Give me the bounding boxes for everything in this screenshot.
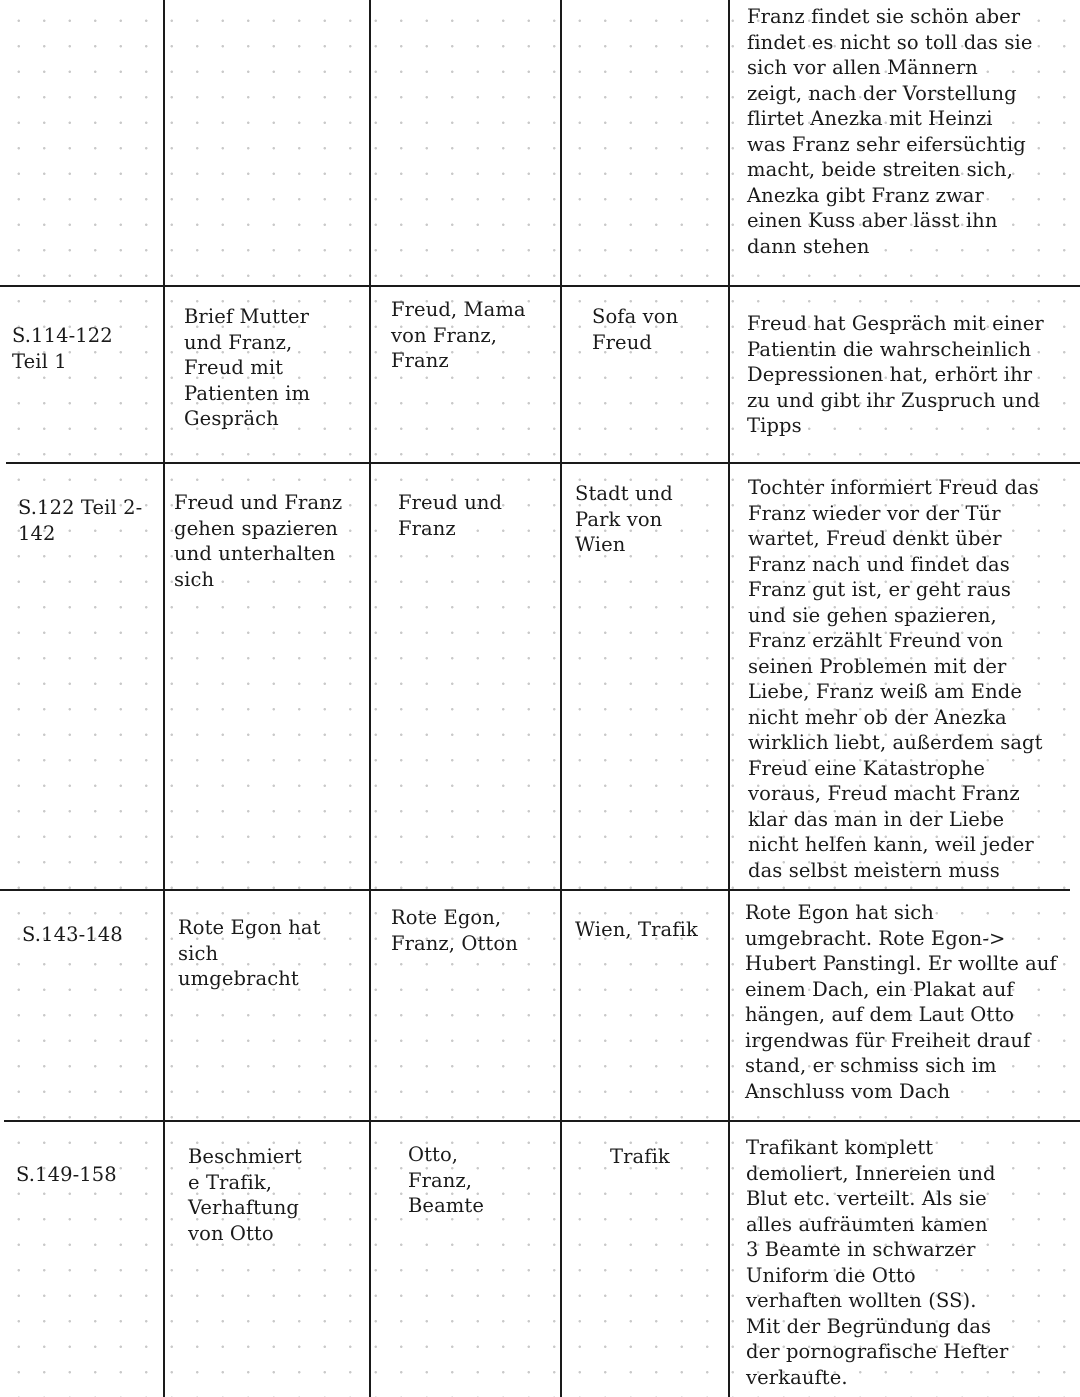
table-row-4-characters: Rote Egon, Franz, Otton (391, 906, 518, 955)
table-row-5-event: Beschmiert e Trafik, Verhaftung von Otto (188, 1145, 302, 1245)
row-divider-4 (4, 1120, 1080, 1122)
table-row-3-characters: Freud und Franz (398, 491, 503, 540)
column-divider-4 (728, 0, 730, 1397)
table-row-4-summary: Rote Egon hat sich umgebracht. Rote Egon-> Hubert Panstingl. Er wollte auf einem Dach, ein Plakat auf hängen, auf dem Laut Otto irgendwas für Freiheit drauf stand, er schmiss sich im Anschluss vom Dach (745, 901, 1057, 1103)
table-row-5-location: Trafik (610, 1145, 670, 1168)
table-row-3-page: S.122 Teil 2- 142 (18, 496, 143, 545)
table-row-5-characters: Otto, Franz, Beamte (408, 1143, 484, 1217)
table-row-2-location: Sofa von Freud (592, 305, 679, 354)
table-row-2-characters: Freud, Mama von Franz, Franz (391, 298, 526, 372)
table-row-3-location: Stadt und Park von Wien (575, 482, 673, 556)
table-row-3-summary: Tochter informiert Freud das Franz wieder vor der Tür wartet, Freud denkt über Franz nach und findet das Franz gut ist, er geht raus und sie gehen spazieren, Franz erzählt Freund von seinen Problemen mit der Liebe, Franz weiß am Ende nicht mehr ob der Anezka wirklich liebt, außerdem sagt Freud eine Katastrophe voraus, Freud macht Franz klar das man in der Liebe nicht helfen kann, weil jeder das selbst meistern muss (748, 476, 1043, 882)
table-row-2-page: S.114-122 Teil 1 (12, 324, 113, 373)
column-divider-1 (163, 0, 165, 1397)
table-row-4-location: Wien, Trafik (575, 918, 698, 941)
table-row-5-summary: Trafikant komplett demoliert, Innereien und Blut etc. verteilt. Als sie alles aufräumten kamen 3 Beamte in schwarzer Uniform die Otto verhaften wollten (SS). Mit der Begründung das der pornografische Hefter verkaufte. (746, 1136, 1009, 1389)
table-row-4-page: S.143-148 (22, 923, 123, 946)
column-divider-2 (369, 0, 371, 1397)
column-divider-3 (560, 0, 562, 1397)
row-divider-3 (0, 889, 1070, 891)
table-row-3-event: Freud und Franz gehen spazieren und unterhalten sich (174, 491, 343, 591)
table-row-1-summary: Franz findet sie schön aber findet es nicht so toll das sie sich vor allen Männern zeigt, nach der Vorstellung flirtet Anezka mit Heinzi was Franz sehr eifersüchtig macht, beide streiten sich, Anezka gibt Franz zwar einen Kuss aber lässt ihn dann stehen (747, 5, 1033, 258)
table-row-2-event: Brief Mutter und Franz, Freud mit Patienten im Gespräch (184, 305, 311, 430)
row-divider-2 (6, 462, 1080, 464)
table-row-5-page: S.149-158 (16, 1163, 117, 1186)
row-divider-1 (0, 285, 1080, 287)
table-row-2-summary: Freud hat Gespräch mit einer Patientin die wahrscheinlich Depressionen hat, erhört ihr zu und gibt ihr Zuspruch und Tipps (747, 312, 1044, 437)
table-row-4-event: Rote Egon hat sich umgebracht (178, 916, 321, 990)
